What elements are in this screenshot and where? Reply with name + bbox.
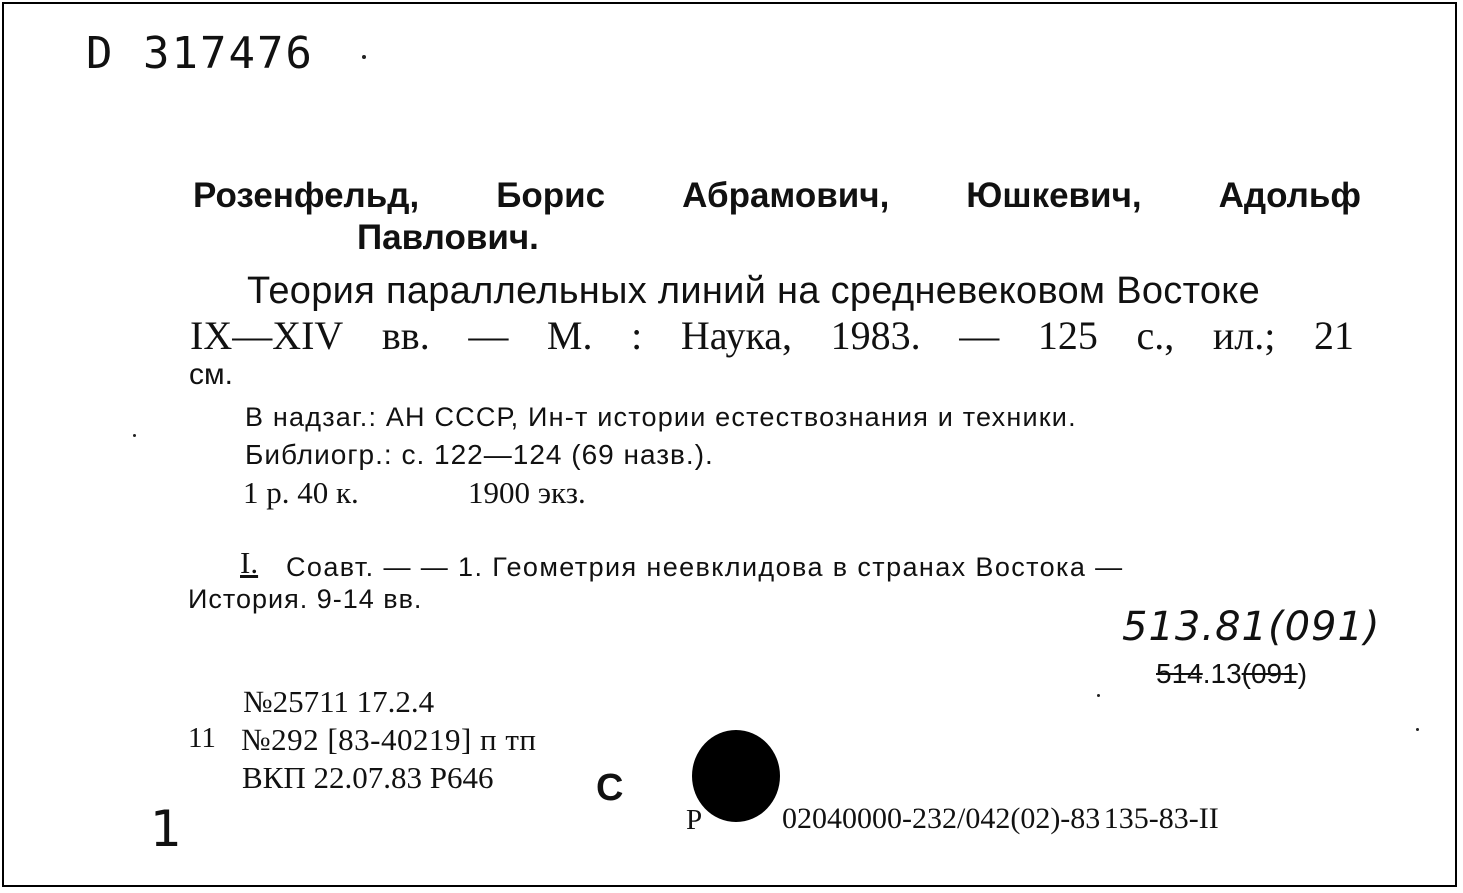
call-number: D 317476 bbox=[86, 28, 314, 79]
classification-close-paren: ) bbox=[1297, 658, 1308, 689]
title-period: IX—XIV bbox=[190, 313, 344, 358]
speck bbox=[1416, 728, 1419, 731]
author-surname-1: Розенфельд, bbox=[193, 176, 420, 215]
author-patronymic-1: Абрамович, bbox=[682, 176, 890, 215]
speck bbox=[1097, 694, 1100, 697]
title-pages-abbr: с., bbox=[1136, 313, 1175, 358]
title-city: М. bbox=[546, 313, 593, 358]
title-dash-1: — bbox=[468, 313, 509, 358]
title-size: 21 bbox=[1313, 313, 1354, 358]
author-surname-2: Юшкевич, bbox=[966, 176, 1142, 215]
tracing-mark: I. bbox=[240, 545, 259, 580]
bottom-code-prefix: Р bbox=[686, 804, 703, 836]
title-publisher: Наука, bbox=[680, 313, 793, 358]
ink-blot bbox=[692, 730, 780, 822]
price: 1 р. 40 к. bbox=[243, 475, 359, 510]
tracings-line-1: Соавт. — — 1. Геометрия неевклидова в странах Востока — bbox=[286, 552, 1124, 582]
codes-line-2: №292 [83-40219] п тп bbox=[241, 722, 537, 757]
mark-c: С bbox=[596, 767, 624, 809]
author-name-1: Борис bbox=[496, 176, 606, 215]
codes-line-1: №25711 17.2.4 bbox=[243, 684, 435, 719]
notes-line-2: Библиогр.: с. 122—124 (69 назв.). bbox=[245, 439, 714, 470]
handwritten-classification: 513.81(091) bbox=[1122, 604, 1381, 650]
title-line-1: Теория параллельных линий на средневековом Востоке bbox=[247, 270, 1261, 312]
classification-old-suffix: (091 bbox=[1241, 658, 1298, 689]
authors-line-1 bbox=[193, 176, 1361, 216]
codes-line-2-prefix: 11 bbox=[188, 722, 216, 754]
bottom-code: 02040000-232/042(02)-83 135-83-II bbox=[782, 802, 1219, 835]
title-line-3: см. bbox=[189, 358, 233, 391]
author-name-2: Адольф bbox=[1218, 176, 1361, 215]
copies: 1900 экз. bbox=[468, 475, 586, 510]
authors-line-2: Павлович. bbox=[357, 218, 539, 257]
title-colon: : bbox=[631, 313, 643, 358]
classification-old-prefix: 514 bbox=[1156, 658, 1203, 689]
title-dash-2: — bbox=[959, 313, 1000, 358]
handwritten-count: 1 bbox=[150, 800, 182, 858]
title-illustrations: ил.; bbox=[1212, 313, 1276, 358]
classification-old-mid: .13 bbox=[1202, 658, 1242, 689]
speck bbox=[362, 55, 366, 59]
title-year: 1983. bbox=[830, 313, 921, 358]
title-pages: 125 bbox=[1037, 313, 1098, 358]
speck bbox=[133, 434, 136, 437]
title-centuries: вв. bbox=[381, 313, 430, 358]
notes-line-1: В надзаг.: АН СССР, Ин-т истории естествознания и техники. bbox=[245, 402, 1077, 432]
tracings-line-2: История. 9-14 вв. bbox=[188, 584, 423, 614]
title-line-2 bbox=[190, 312, 1354, 359]
codes-line-3: ВКП 22.07.83 Р646 bbox=[242, 760, 494, 795]
printed-classification bbox=[1156, 658, 1307, 690]
